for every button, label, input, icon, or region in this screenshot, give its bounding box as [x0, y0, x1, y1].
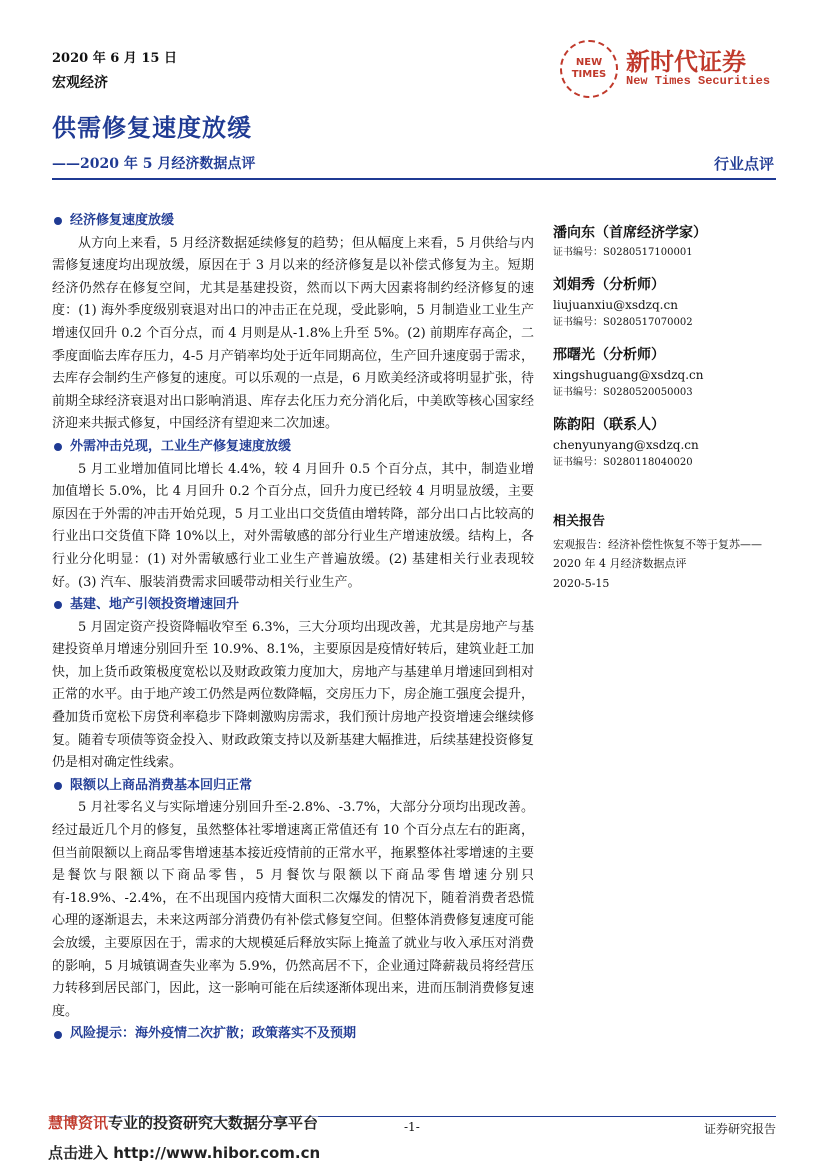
section-heading: 外需冲击兑现，工业生产修复速度放缓: [52, 436, 534, 459]
watermark-url[interactable]: http://www.hibor.com.cn: [113, 1144, 321, 1162]
risk-warning: 风险提示：海外疫情二次扩散；政策落实不及预期: [52, 1023, 534, 1046]
bullet-icon: [54, 1031, 62, 1039]
watermark-brand: 慧博资讯: [48, 1114, 109, 1132]
logo-badge-line2: TIMES: [571, 69, 607, 80]
watermark-banner: [48, 1112, 318, 1133]
analyst-email[interactable]: liujuanxiu@xsdzq.cn: [553, 298, 678, 312]
main-content: [52, 210, 534, 1046]
logo-badge-line1: NEW: [575, 57, 603, 68]
analyst-name: 潘向东（首席经济学家）: [553, 225, 707, 241]
related-report-date: 2020-5-15: [553, 577, 610, 590]
report-category: 宏观经济: [52, 75, 108, 91]
section-paragraph: 5 月固定资产投资降幅收窄至 6.3%，三大分项均出现改善，尤其是房地产与基建投资单月增速分别回升至 10.9%、8.1%，主要原因是疫情好转后，建筑业赶工加快，加上货币政策极度宽松以及财政政策力度加大，房地产与基建单月增速回到相对正常的水平。由于地产竣工仍然是两位数降幅，交房压力下，房企施工强度会提升，叠加货币宽松下房贷利率稳步下降刺激购房需求，我们预计房地产投资增速会继续修复。随着专项债等资金投入、财政政策支持以及新基建大幅推进，后续基建投资修复仍是相对确定性线索。: [52, 619, 534, 771]
analyst-cert: 证书编号：S0280520050003: [553, 387, 693, 398]
report-date: 2020 年 6 月 15 日: [52, 51, 177, 66]
logo-name-cn: 新时代证券: [626, 48, 746, 76]
bullet-icon: [54, 217, 62, 225]
page-title: 供需修复速度放缓: [52, 113, 252, 142]
report-type-label: 行业点评: [713, 155, 774, 173]
analyst-cert: 证书编号：S0280517100001: [553, 247, 693, 258]
bullet-icon: [54, 601, 62, 609]
analyst-name: 陈韵阳（联系人）: [553, 417, 665, 433]
analyst-email[interactable]: chenyunyang@xsdzq.cn: [553, 438, 699, 452]
related-reports-heading: 相关报告: [553, 514, 606, 529]
footer-label: 证券研究报告: [703, 1122, 776, 1136]
header-divider: [52, 178, 776, 180]
section-heading: 基建、地产引领投资增速回升: [52, 594, 534, 617]
analyst-cert: 证书编号：S0280118040020: [553, 457, 693, 468]
section-heading: 限额以上商品消费基本回归正常: [52, 775, 534, 798]
bullet-icon: [54, 782, 62, 790]
section-paragraph: 5 月社零名义与实际增速分别回升至-2.8%、-3.7%，大部分分项均出现改善。经过最近几个月的修复，虽然整体社零增速离正常值还有 10 个百分点左右的距离，但当前限额以上商品零售增速基本接近疫情前的正常水平，拖累整体社零增速的主要是餐饮与限额以下商品零售，5 月餐饮与限额以下商品零售增速分别只有-18.9%、-2.4%，在不出现国内疫情大面积二次爆发的情况下，随着消费者恐慌心理的逐渐退去，未来这两部分消费仍有补偿式修复空间。但整体消费修复速度可能会放缓，主要原因在于，需求的大规模延后释放实际上掩盖了就业与收入承压对消费的影响，5 月城镇调查失业率为 5.9%，仍然高居不下，企业通过降薪裁员将经营压力转移到居民部门，因此，这一影响可能在后续逐渐体现出来，进而压制消费修复速度。: [52, 800, 534, 1019]
watermark-link[interactable]: [48, 1142, 320, 1163]
logo-badge-icon: [560, 40, 618, 98]
analyst-name: 刘娟秀（分析师）: [553, 277, 665, 293]
analyst-email[interactable]: xingshuguang@xsdzq.cn: [553, 368, 704, 382]
section-paragraph: 从方向上来看，5 月经济数据延续修复的趋势；但从幅度上来看，5 月供给与内需修复速度均出现放缓，原因在于 3 月以来的经济修复是以补偿式修复为主。短期经济仍然存在修复空间，尤其是基建投资，然而以下两大因素将制约经济修复的速度：(1) 海外季度级别衰退对出口的冲击正在兑现，受此影响，5 月制造业工业生产增速仅回升 0.2 个百分点，而 4 月则是从-1.8%上升至 5%。(2) 前期库存高企，二季度面临去库存压力，4-5 月产销率均处于近年同期高位，生产回升速度弱于需求，去库存会制约生产修复的速度。可以乐观的一点是，6 月欧美经济或将明显扩张，待前期全球经济衰退对出口影响消退、库存去化压力充分消化后，中美欧等核心国家经济迎来共振式修复，中国经济有望迎来二次加速。: [52, 235, 534, 432]
bullet-icon: [54, 443, 62, 451]
sidebar: [553, 222, 783, 590]
analyst-cert: 证书编号：S0280517070002: [553, 317, 693, 328]
related-report-link[interactable]: 宏观报告：经济补偿性恢复不等于复苏——2020 年 4 月经济数据点评: [553, 538, 762, 570]
analyst-name: 邢曙光（分析师）: [553, 347, 665, 363]
click-enter-text: 点击进入: [48, 1144, 109, 1162]
section-paragraph: 5 月工业增加值同比增长 4.4%，较 4 月回升 0.5 个百分点，其中，制造业增加值增长 5.0%，比 4 月回升 0.2 个百分点，回升力度已经较 4 月明显放缓，主要原因在于外需的冲击开始兑现，5 月工业出口交货值由增转降，部分出口占比较高的行业出口交货值下降 10%以上，对外需敏感的部分行业生产增速放缓。结构上，各行业分化明显：(1) 对外需敏感行业工业生产普遍放缓。(2) 基建相关行业表现较好。(3) 汽车、服装消费需求回暖带动相关行业生产。: [52, 461, 534, 590]
page-number: -1-: [404, 1120, 420, 1134]
logo-name-en: New Times Securities: [626, 74, 771, 88]
company-logo: [560, 40, 790, 100]
page-subtitle: ——2020 年 5 月经济数据点评: [52, 156, 256, 172]
section-heading: 经济修复速度放缓: [52, 210, 534, 233]
watermark-slogan: 专业的投资研究大数据分享平台: [108, 1114, 319, 1132]
